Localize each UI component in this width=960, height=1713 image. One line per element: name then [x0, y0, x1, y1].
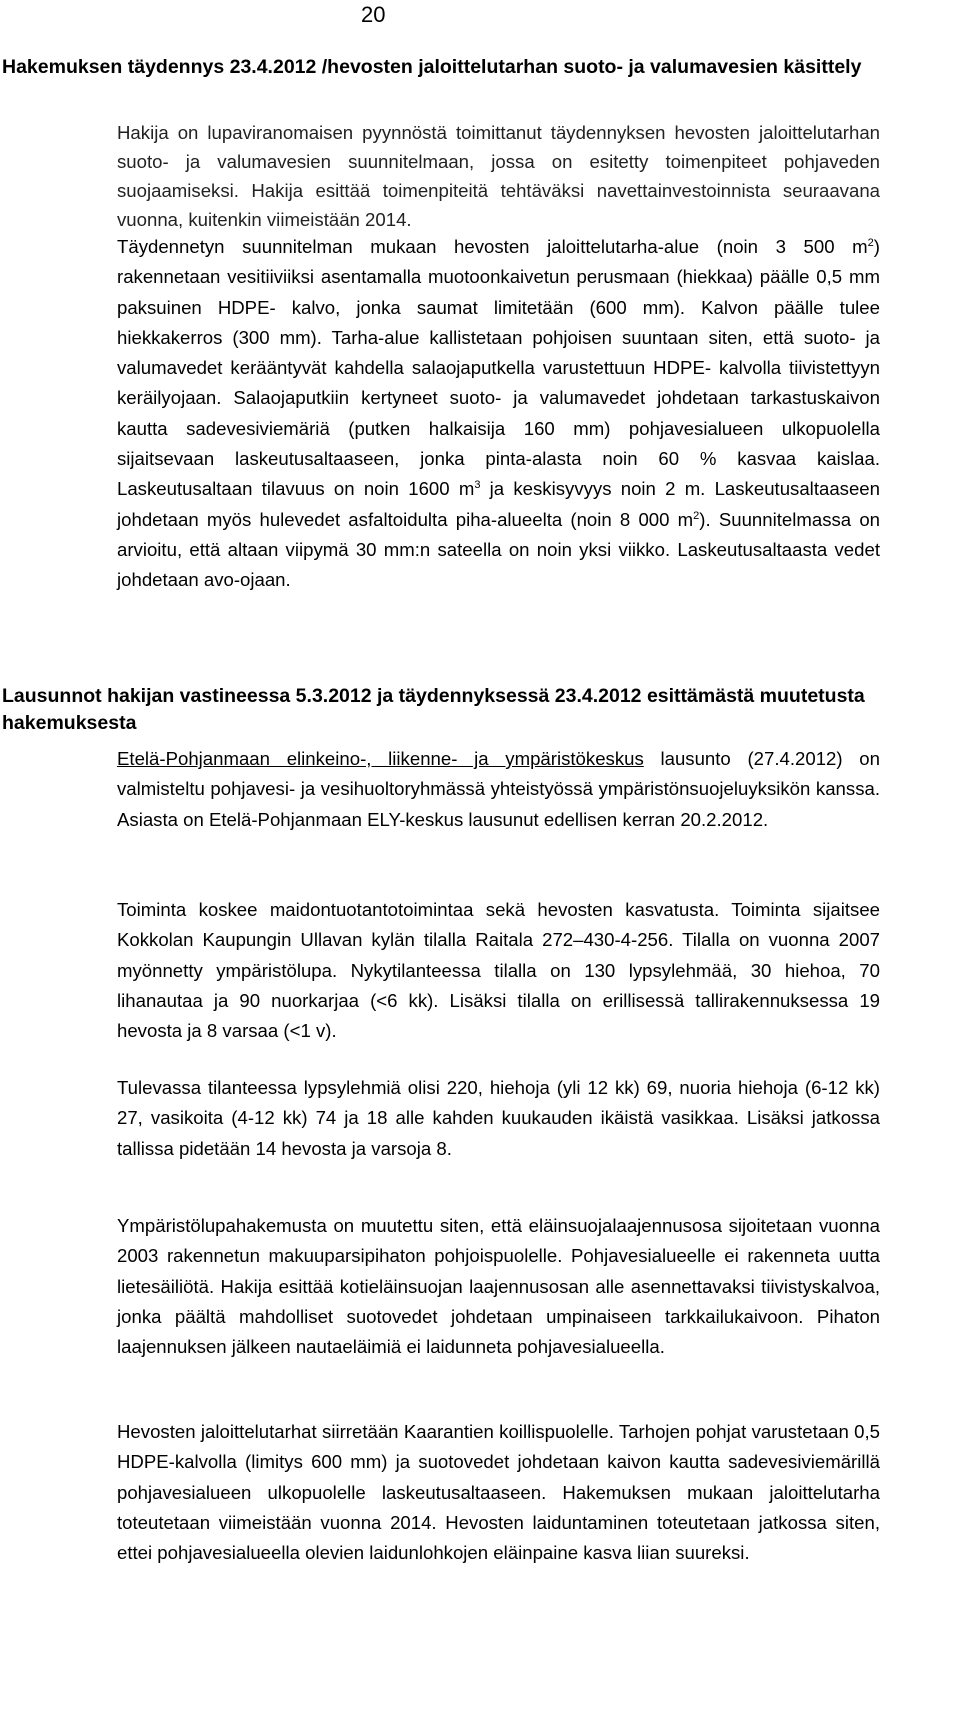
plan-text-3: ja keskisyvyys noin 2 m. Laskeutusaltaaseen johdetaan myös hulevedet asfaltoidulta piha-alueelta (noin 8 000 m: [117, 478, 880, 530]
section-heading-statements: Lausunnot hakijan vastineessa 5.3.2012 ja täydennyksessä 23.4.2012 esittämästä muutetusta hakemuksesta: [2, 685, 865, 734]
ely-statement-text: lausunto (27.4.2012) on valmisteltu pohjavesi- ja vesihuoltoryhmässä yhteistyössä ympäristönsuojeluyksikön kanssa. Asiasta on Etelä-Pohjanmaan ELY-keskus lausunut edellisen kerran 20.2.2012.: [117, 748, 880, 830]
paragraph-modified-application: Ympäristölupahakemusta on muutettu siten, että eläinsuojalaajennusosa sijoitetaan vuonna 2003 rakennetun makuuparsipihaton pohjoispuolelle. Pohjavesialueelle ei rakenneta uutta lietesäiliötä. Hakija esittää kotieläinsuojan laajennusosan alle asennettavaksi tiivistyskalvoa, jonka päältä mahdolliset suotovedet johdetaan umpinaiseen tarkkailukaivoon. Pihaton laajennuksen jälkeen nautaeläimiä ei laidunneta pohjavesialueella.: [117, 1215, 880, 1358]
page-number: 20: [361, 2, 386, 27]
plan-text-4: ). Suunnitelmassa on arvioitu, että altaan viipymä 30 mm:n sateella on noin yksi viikko. Laskeutusaltaasta vedet johdetaan avo-ojaan.: [117, 508, 881, 591]
paragraph-current-operation: Toiminta koskee maidontuotantotoimintaa sekä hevosten kasvatusta. Toiminta sijaitsee Kokkolan Kaupungin Ullavan kylän tilalla Raitala 272–430-4-256. Tilalla on vuonna 2007 myönnetty ympäristölupa. Nykytilanteessa tilalla on 130 lypsylehmää, 30 hiehoa, 70 lihanautaa ja 90 nuorkarjaa (<6 kk). Lisäksi tilalla on erillisessä tallirakennuksessa 19 hevosta ja 8 varsaa (<1 v).: [117, 899, 880, 1042]
plan-sup-3: 2: [693, 509, 700, 522]
paragraph-supplement-intro: Hakija on lupaviranomaisen pyynnöstä toimittanut täydennyksen hevosten jaloittelutarhan suoto- ja valumavesien suunnitelmaan, jossa on esitetty toimenpiteet pohjaveden suojaamiseksi. Hakija esittää toimenpiteitä tehtäväksi navettainvestoinnista seuraavana vuonna, kuitenkin viimeistään 2014.: [117, 122, 880, 230]
section-heading-application-supplement: Hakemuksen täydennys 23.4.2012 /hevosten jaloittelutarhan suoto- ja valumavesien käsittely: [2, 56, 862, 78]
plan-text-2: ) rakennetaan vesitiiviiksi asentamalla muotoonkaivetun perusmaan (hiekkaa) päälle 0,5 mm paksuinen HDPE- kalvo, jonka saumat limitetään (600 mm). Kalvon päälle tulee hiekkakerros (300 mm). Tarha-alue kallistetaan pohjoisen suuntaan siten, että suoto- ja valumavedet kerääntyvät kahdella salaojaputkella varustettuun HDPE- kalvolla tiivistettyyn keräilyojaan. Salaojaputkiin kertyneet suoto- ja valumavedet johdetaan tarkastuskaivon kautta sadevesiviemäriä (putken halkaisija 160 mm) pohjavesialueen ulkopuolella sijaitsevaan laskeutusaltaaseen, jonka pinta-alasta noin 60 % kasvaa kaislaa. Laskeutusaltaan tilavuus on noin 1600 m: [117, 236, 880, 500]
plan-text-1: Täydennetyn suunnitelman mukaan hevosten jaloittelutarha-alue (noin 3 500 m: [117, 236, 868, 257]
ely-centre-name: Etelä-Pohjanmaan elinkeino-, liikenne- ja ympäristökeskus: [117, 748, 644, 769]
plan-sup-1: 2: [867, 236, 874, 249]
plan-sup-2: 3: [474, 479, 481, 492]
paragraph-horse-paddocks: Hevosten jaloittelutarhat siirretään Kaarantien koillispuolelle. Tarhojen pohjat varustetaan 0,5 HDPE-kalvolla (limitys 600 mm) ja suotovedet johdetaan kaivon kautta sadevesiviemärillä pohjavesialueen ulkopuolelle laskeutusaltaaseen. Hakemuksen mukaan jaloittelutarha toteutetaan viimeistään vuonna 2014. Hevosten laiduntaminen toteutetaan jatkossa siten, ettei pohjavesialueella olevien laidunlohkojen eläinpaine kasva liian suureksi.: [117, 1421, 880, 1564]
paragraph-ely-statement: [117, 744, 880, 835]
paragraph-future-situation: Tulevassa tilanteessa lypsylehmiä olisi 220, hiehoja (yli 12 kk) 69, nuoria hiehoja (6-12 kk) 27, vasikoita (4-12 kk) 74 ja 18 alle kahden kuukauden ikäistä vasikkaa. Lisäksi jatkossa tallissa pidetään 14 hevosta ja varsoja 8.: [117, 1077, 880, 1159]
paragraph-supplement-plan: [117, 232, 880, 596]
